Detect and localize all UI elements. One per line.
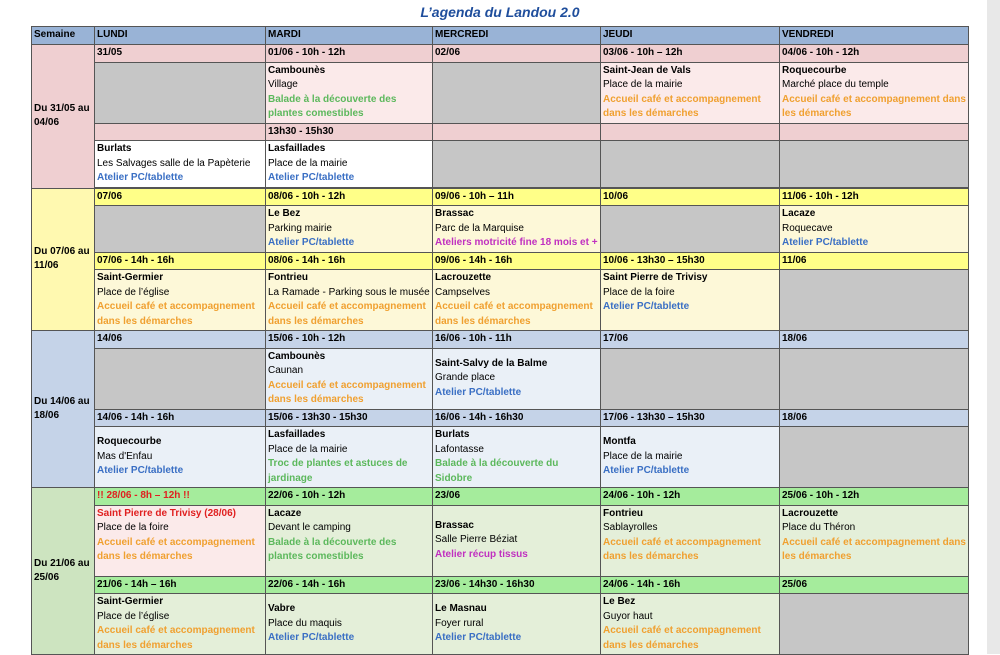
event-place: Roquecourbe <box>782 64 847 76</box>
date-cell: 15/06 - 13h30 - 15h30 <box>266 409 433 427</box>
date-cell <box>95 123 266 141</box>
event-address: Place de la mairie <box>603 79 683 90</box>
header-lundi: LUNDI <box>95 27 266 45</box>
event-place: Fontrieu <box>268 272 308 283</box>
event-place: Vabre <box>268 603 296 615</box>
date-cell: 18/06 <box>780 331 969 349</box>
event-cell <box>433 270 601 331</box>
event-place: Saint-Germier <box>97 272 164 283</box>
date-cell: 31/05 <box>95 45 266 63</box>
date-cell: 13h30 - 15h30 <box>266 123 433 141</box>
event-cell <box>266 270 433 331</box>
date-cell: 25/06 <box>780 576 969 594</box>
date-cell: 07/06 - 14h - 16h <box>95 252 266 270</box>
event-activity: Accueil café et accompagnement dans les démarches <box>268 301 426 327</box>
event-place: Lacaze <box>268 507 302 519</box>
event-activity: Atelier PC/tablette <box>268 237 355 248</box>
event-cell <box>433 594 601 655</box>
event-address: Place de la mairie <box>268 157 348 169</box>
date-cell <box>433 123 601 141</box>
w3-event-row <box>32 348 969 409</box>
event-address: Place du maquis <box>268 617 342 629</box>
event-cell <box>780 206 969 253</box>
event-address: Lafontasse <box>435 443 484 455</box>
date-cell <box>780 123 969 141</box>
date-cell: 23/06 <box>433 488 601 506</box>
event-address: Place du Théron <box>782 522 856 533</box>
event-cell <box>95 594 266 655</box>
event-cell <box>601 427 780 488</box>
event-activity: Atelier PC/tablette <box>435 386 522 398</box>
event-place: Saint Pierre de Trivisy (28/06) <box>97 507 236 519</box>
date-cell: 21/06 - 14h – 16h <box>95 576 266 594</box>
date-cell: 09/06 - 14h - 16h <box>433 252 601 270</box>
event-place: Saint-Jean de Vals <box>603 64 691 76</box>
event-activity: Atelier PC/tablette <box>782 237 869 248</box>
event-place: Lacrouzette <box>435 272 492 283</box>
date-cell: 22/06 - 10h - 12h <box>266 488 433 506</box>
event-place: Le Masnau <box>435 603 487 615</box>
event-activity: Accueil café et accompagnement dans les démarches <box>782 536 966 562</box>
date-cell: 11/06 - 10h - 12h <box>780 188 969 206</box>
date-cell: 01/06 - 10h - 12h <box>266 45 433 63</box>
event-address: La Ramade - Parking sous le musée <box>268 286 430 298</box>
date-cell: 14/06 - 14h - 16h <box>95 409 266 427</box>
right-scroll-gutter <box>987 0 1000 654</box>
event-place: Lasfaillades <box>268 429 326 440</box>
event-cell <box>780 505 969 576</box>
w4-event-row-2 <box>32 594 969 655</box>
event-address: Place de la foire <box>603 286 675 298</box>
event-cell <box>95 270 266 331</box>
event-activity: Accueil café et accompagnement dans les démarches <box>97 536 255 562</box>
event-place: Roquecourbe <box>97 436 162 448</box>
date-cell: 14/06 <box>95 331 266 349</box>
empty-cell <box>780 141 969 188</box>
week-label: Du 21/06 au 25/06 <box>32 488 95 655</box>
event-activity: Balade à la découverte des plantes comestibles <box>268 536 397 562</box>
w3-date-row-2 <box>32 409 969 427</box>
date-cell: 15/06 - 10h - 12h <box>266 331 433 349</box>
empty-cell <box>601 141 780 188</box>
event-place: Cambounès <box>268 350 326 362</box>
event-activity: Accueil café et accompagnement dans les démarches <box>435 301 593 327</box>
event-place: Burlats <box>97 143 132 154</box>
date-cell: 25/06 - 10h - 12h <box>780 488 969 506</box>
date-cell: 23/06 - 14h30 - 16h30 <box>433 576 601 594</box>
event-address: Devant le camping <box>268 522 351 533</box>
event-cell <box>95 427 266 488</box>
w1-event-row <box>32 62 969 123</box>
header-mercredi: MERCREDI <box>433 27 601 45</box>
header-vendredi: VENDREDI <box>780 27 969 45</box>
w4-event-row <box>32 505 969 576</box>
event-cell <box>266 594 433 655</box>
date-cell: 07/06 <box>95 188 266 206</box>
event-activity: Accueil café et accompagnement dans les démarches <box>97 625 255 651</box>
date-cell: 24/06 - 10h - 12h <box>601 488 780 506</box>
event-place: Saint-Germier <box>97 596 164 607</box>
event-address: Parking mairie <box>268 222 332 234</box>
event-activity: Atelier PC/tablette <box>603 465 690 477</box>
event-cell <box>433 427 601 488</box>
date-cell-alert: !! 28/06 - 8h – 12h !! <box>95 488 266 506</box>
empty-cell <box>780 594 969 655</box>
event-place: Le Bez <box>603 596 636 607</box>
event-address: Sablayrolles <box>603 522 658 533</box>
w2-event-row <box>32 206 969 253</box>
date-cell: 17/06 - 13h30 – 15h30 <box>601 409 780 427</box>
header-semaine: Semaine <box>32 27 95 45</box>
event-place: Lasfaillades <box>268 143 326 154</box>
event-address: Place de la mairie <box>603 450 683 462</box>
event-activity: Atelier PC/tablette <box>435 632 522 644</box>
event-activity: Atelier PC/tablette <box>268 172 355 183</box>
empty-cell <box>780 427 969 488</box>
empty-cell <box>95 206 266 253</box>
event-address: Marché place du temple <box>782 79 889 90</box>
event-activity: Atelier PC/tablette <box>97 465 184 477</box>
empty-cell <box>95 348 266 409</box>
event-cell <box>266 141 433 188</box>
event-address: Caunan <box>268 365 304 376</box>
event-place: Lacrouzette <box>782 507 839 519</box>
empty-cell <box>601 348 780 409</box>
w4-date-row <box>32 488 969 506</box>
event-cell <box>95 141 266 188</box>
event-cell <box>433 348 601 409</box>
event-address: Village <box>268 79 298 90</box>
header-jeudi: JEUDI <box>601 27 780 45</box>
event-place: Saint-Salvy de la Balme <box>435 357 548 369</box>
w2-date-row-2 <box>32 252 969 270</box>
date-cell: 08/06 - 14h - 16h <box>266 252 433 270</box>
header-mardi: MARDI <box>266 27 433 45</box>
header-row <box>32 27 969 45</box>
event-place: Brassac <box>435 519 474 531</box>
event-activity: Balade à la découverte du Sidobre <box>435 458 559 484</box>
event-address: Foyer rural <box>435 617 484 629</box>
date-cell: 11/06 <box>780 252 969 270</box>
week-label: Du 07/06 au 11/06 <box>32 188 95 331</box>
event-address: Mas d'Enfau <box>97 450 153 462</box>
w3-date-row <box>32 331 969 349</box>
event-cell <box>601 505 780 576</box>
date-cell: 02/06 <box>433 45 601 63</box>
event-place: Burlats <box>435 429 470 440</box>
event-cell <box>433 505 601 576</box>
event-cell <box>266 348 433 409</box>
date-cell: 16/06 - 10h - 11h <box>433 331 601 349</box>
event-activity: Balade à la découverte des plantes comestibles <box>268 93 397 119</box>
event-address: Roquecave <box>782 222 833 234</box>
date-cell <box>601 123 780 141</box>
empty-cell <box>95 62 266 123</box>
event-activity: Accueil café et accompagnement dans les démarches <box>268 379 426 405</box>
date-cell: 17/06 <box>601 331 780 349</box>
event-activity: Atelier PC/tablette <box>603 301 690 312</box>
event-activity: Atelier PC/tablette <box>268 632 355 644</box>
w1-date-row <box>32 45 969 63</box>
event-cell <box>266 206 433 253</box>
date-cell: 08/06 - 10h - 12h <box>266 188 433 206</box>
w3-event-row-2 <box>32 427 969 488</box>
event-place: Brassac <box>435 208 474 219</box>
event-activity: Atelier récup tissus <box>435 548 528 560</box>
event-place: Saint Pierre de Trivisy <box>603 272 708 283</box>
empty-cell <box>433 141 601 188</box>
event-activity: Atelier PC/tablette <box>97 172 184 183</box>
event-activity: Accueil café et accompagnement dans les démarches <box>603 625 761 651</box>
event-address: Place de l’église <box>97 286 170 298</box>
event-cell <box>780 62 969 123</box>
event-place: Montfa <box>603 436 636 448</box>
event-cell <box>601 270 780 331</box>
week-label: Du 14/06 au 18/06 <box>32 331 95 488</box>
event-cell <box>601 594 780 655</box>
event-place: Le Bez <box>268 208 301 219</box>
event-place: Lacaze <box>782 208 816 219</box>
event-activity: Troc de plantes et astuces de jardinage <box>268 458 408 484</box>
date-cell: 03/06 - 10h – 12h <box>601 45 780 63</box>
date-cell: 22/06 - 14h - 16h <box>266 576 433 594</box>
event-activity: Accueil café et accompagnement dans les démarches <box>603 93 761 119</box>
event-activity: Ateliers motricité fine 18 mois et + <box>435 237 598 248</box>
empty-cell <box>780 270 969 331</box>
date-cell: 04/06 - 10h - 12h <box>780 45 969 63</box>
event-address: Grande place <box>435 372 496 384</box>
event-cell <box>266 427 433 488</box>
event-activity: Accueil café et accompagnement dans les démarches <box>782 93 966 119</box>
event-cell <box>433 206 601 253</box>
date-cell: 09/06 - 10h – 11h <box>433 188 601 206</box>
week-label: Du 31/05 au 04/06 <box>32 45 95 189</box>
w1-time-row <box>32 123 969 141</box>
event-address: Campselves <box>435 286 491 298</box>
w2-date-row <box>32 188 969 206</box>
date-cell: 16/06 - 14h - 16h30 <box>433 409 601 427</box>
date-cell: 10/06 <box>601 188 780 206</box>
empty-cell <box>433 62 601 123</box>
w4-date-row-2 <box>32 576 969 594</box>
date-cell: 10/06 - 13h30 – 15h30 <box>601 252 780 270</box>
w2-event-row-2 <box>32 270 969 331</box>
event-place: Fontrieu <box>603 507 643 519</box>
event-address: Place de la foire <box>97 522 169 533</box>
date-cell: 18/06 <box>780 409 969 427</box>
event-cell <box>266 62 433 123</box>
event-place: Cambounès <box>268 64 326 76</box>
event-cell <box>95 505 266 576</box>
event-address: Salle Pierre Béziat <box>435 534 518 546</box>
event-address: Les Salvages salle de la Papèterie <box>97 157 251 169</box>
event-cell <box>601 62 780 123</box>
empty-cell <box>780 348 969 409</box>
w1-event-row-2 <box>32 141 969 188</box>
event-address: Guyor haut <box>603 610 653 622</box>
page-title: L’agenda du Landou 2.0 <box>420 4 580 20</box>
event-cell <box>266 505 433 576</box>
event-address: Place de la mairie <box>268 443 348 455</box>
event-address: Place de l’église <box>97 610 170 622</box>
agenda-table <box>31 26 969 655</box>
event-activity: Accueil café et accompagnement dans les démarches <box>603 536 761 562</box>
empty-cell <box>601 206 780 253</box>
event-activity: Accueil café et accompagnement dans les démarches <box>97 301 255 327</box>
event-address: Parc de la Marquise <box>435 222 524 234</box>
date-cell: 24/06 - 14h - 16h <box>601 576 780 594</box>
